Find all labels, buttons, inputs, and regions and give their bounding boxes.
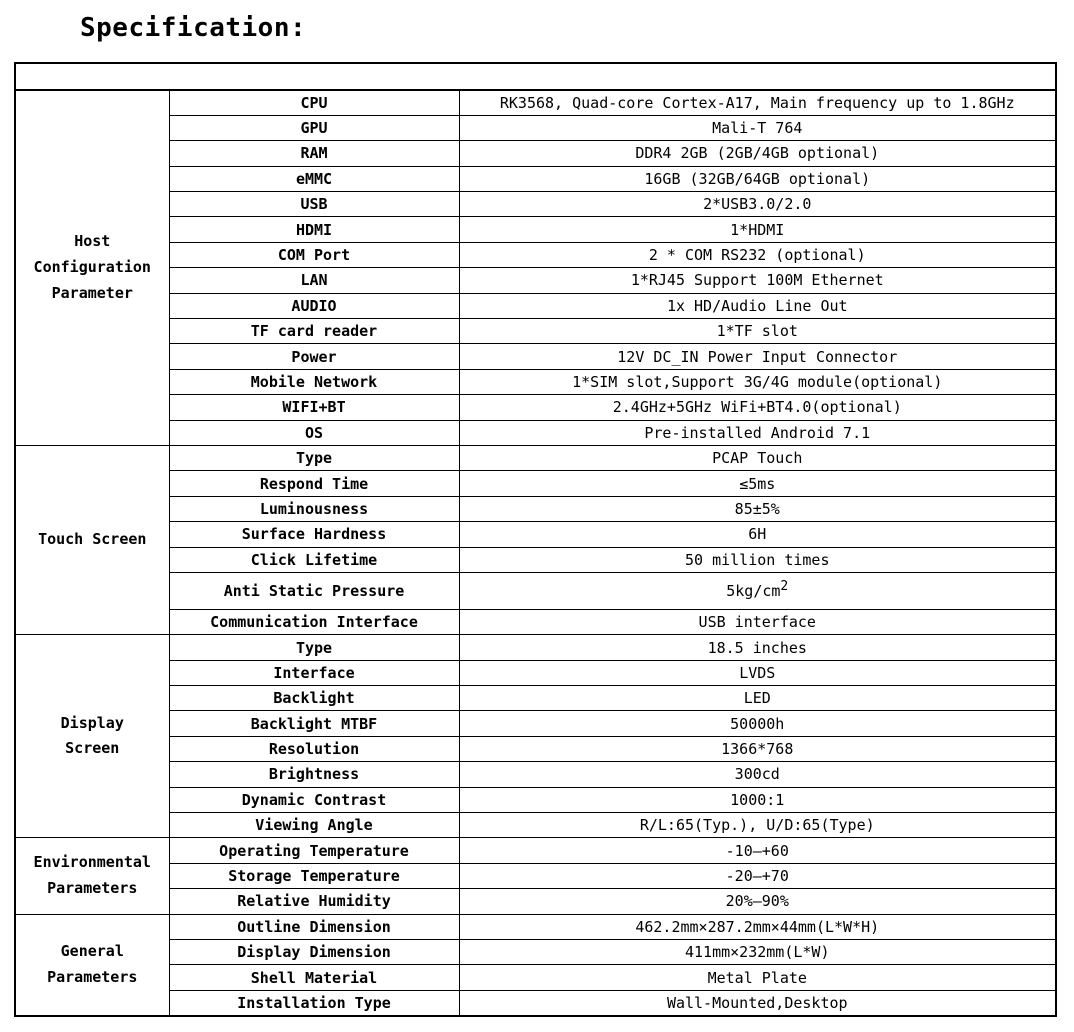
spec-label: Relative Humidity — [169, 889, 459, 914]
spec-value: 85±5% — [459, 496, 1056, 521]
table-row — [15, 736, 1056, 761]
spec-value: 1*RJ45 Support 100M Ethernet — [459, 268, 1056, 293]
spec-label: Mobile Network — [169, 369, 459, 394]
spec-label: Interface — [169, 660, 459, 685]
spec-label: Type — [169, 635, 459, 660]
specification-table — [14, 62, 1057, 1017]
spec-label: Backlight — [169, 686, 459, 711]
category-cell: Touch Screen — [15, 445, 169, 634]
spec-label: eMMC — [169, 166, 459, 191]
table-row — [15, 635, 1056, 660]
table-row — [15, 192, 1056, 217]
table-row — [15, 445, 1056, 470]
superscript: 2 — [780, 578, 789, 594]
spec-label: Luminousness — [169, 496, 459, 521]
spec-label: Viewing Angle — [169, 813, 459, 838]
spec-label: OS — [169, 420, 459, 445]
spec-value: 50000h — [459, 711, 1056, 736]
spec-label: Power — [169, 344, 459, 369]
spec-label: Click Lifetime — [169, 547, 459, 572]
spec-value: 16GB (32GB/64GB optional) — [459, 166, 1056, 191]
table-row — [15, 496, 1056, 521]
table-row — [15, 863, 1056, 888]
spec-value: 2*USB3.0/2.0 — [459, 192, 1056, 217]
spec-value: 2.4GHz+5GHz WiFi+BT4.0(optional) — [459, 395, 1056, 420]
table-row — [15, 572, 1056, 609]
spec-label: Brightness — [169, 762, 459, 787]
spec-label: CPU — [169, 90, 459, 115]
table-row — [15, 242, 1056, 267]
table-row — [15, 217, 1056, 242]
table-row — [15, 90, 1056, 115]
spec-value: 1*TF slot — [459, 319, 1056, 344]
table-row — [15, 166, 1056, 191]
table-row — [15, 547, 1056, 572]
table-row — [15, 838, 1056, 863]
spec-value: LED — [459, 686, 1056, 711]
table-row — [15, 293, 1056, 318]
spec-label: USB — [169, 192, 459, 217]
spec-value: 50 million times — [459, 547, 1056, 572]
spec-value: 2 * COM RS232 (optional) — [459, 242, 1056, 267]
spec-label: Dynamic Contrast — [169, 787, 459, 812]
spec-label: RAM — [169, 141, 459, 166]
table-row — [15, 940, 1056, 965]
category-cell: Display Screen — [15, 635, 169, 838]
spec-value: -20—+70 — [459, 863, 1056, 888]
empty-header-cell — [15, 63, 1056, 90]
page-title: Specification: — [80, 13, 307, 43]
spec-value: Mali-T 764 — [459, 115, 1056, 140]
spec-value: 20%—90% — [459, 889, 1056, 914]
spec-value: Pre-installed Android 7.1 — [459, 420, 1056, 445]
spec-value: ≤5ms — [459, 471, 1056, 496]
spec-value: 1*HDMI — [459, 217, 1056, 242]
spec-label: Respond Time — [169, 471, 459, 496]
table-row — [15, 319, 1056, 344]
spec-label: Storage Temperature — [169, 863, 459, 888]
spec-label: LAN — [169, 268, 459, 293]
spec-value: 1000:1 — [459, 787, 1056, 812]
table-row — [15, 115, 1056, 140]
spec-value: 462.2mm×287.2mm×44mm(L*W*H) — [459, 914, 1056, 939]
spec-value: 1x HD/Audio Line Out — [459, 293, 1056, 318]
table-row — [15, 914, 1056, 939]
spec-label: Resolution — [169, 736, 459, 761]
table-row — [15, 711, 1056, 736]
spec-label: Communication Interface — [169, 609, 459, 634]
table-row — [15, 813, 1056, 838]
spec-value: 18.5 inches — [459, 635, 1056, 660]
spec-label: GPU — [169, 115, 459, 140]
spec-label: TF card reader — [169, 319, 459, 344]
spec-value: 300cd — [459, 762, 1056, 787]
spec-value: 12V DC_IN Power Input Connector — [459, 344, 1056, 369]
table-row — [15, 344, 1056, 369]
spec-value: -10—+60 — [459, 838, 1056, 863]
table-row — [15, 990, 1056, 1015]
spec-label: Anti Static Pressure — [169, 572, 459, 609]
table-row — [15, 787, 1056, 812]
spec-value: Metal Plate — [459, 965, 1056, 990]
category-cell: Host Configuration Parameter — [15, 90, 169, 445]
spec-label: Installation Type — [169, 990, 459, 1015]
spec-value: 1366*768 — [459, 736, 1056, 761]
spec-value: PCAP Touch — [459, 445, 1056, 470]
spec-value: Wall-Mounted,Desktop — [459, 990, 1056, 1015]
spec-value: LVDS — [459, 660, 1056, 685]
spec-value: RK3568, Quad-core Cortex-A17, Main frequency up to 1.8GHz — [459, 90, 1056, 115]
spec-label: Surface Hardness — [169, 522, 459, 547]
table-row — [15, 141, 1056, 166]
spec-label: WIFI+BT — [169, 395, 459, 420]
table-row — [15, 420, 1056, 445]
category-cell: Environmental Parameters — [15, 838, 169, 914]
spec-label: COM Port — [169, 242, 459, 267]
table-row — [15, 471, 1056, 496]
table-row — [15, 369, 1056, 394]
spec-value: 411mm×232mm(L*W) — [459, 940, 1056, 965]
spec-label: HDMI — [169, 217, 459, 242]
table-row — [15, 522, 1056, 547]
table-row — [15, 889, 1056, 914]
spec-table-body — [15, 63, 1056, 1016]
category-cell: General Parameters — [15, 914, 169, 1016]
table-row — [15, 965, 1056, 990]
spec-value: $5kg/cm^2$ — [459, 572, 1056, 609]
table-row — [15, 686, 1056, 711]
spec-label: Backlight MTBF — [169, 711, 459, 736]
spec-value: 6H — [459, 522, 1056, 547]
spec-value: R/L:65(Typ.), U/D:65(Type) — [459, 813, 1056, 838]
table-row — [15, 268, 1056, 293]
spec-value: 1*SIM slot,Support 3G/4G module(optional) — [459, 369, 1056, 394]
spec-value: USB interface — [459, 609, 1056, 634]
spec-label: Display Dimension — [169, 940, 459, 965]
spec-label: Outline Dimension — [169, 914, 459, 939]
table-row — [15, 395, 1056, 420]
table-row — [15, 609, 1056, 634]
table-row — [15, 660, 1056, 685]
spec-value: DDR4 2GB (2GB/4GB optional) — [459, 141, 1056, 166]
table-header-row-empty — [15, 63, 1056, 90]
spec-label: Type — [169, 445, 459, 470]
spec-label: Shell Material — [169, 965, 459, 990]
spec-label: AUDIO — [169, 293, 459, 318]
spec-label: Operating Temperature — [169, 838, 459, 863]
table-row — [15, 762, 1056, 787]
